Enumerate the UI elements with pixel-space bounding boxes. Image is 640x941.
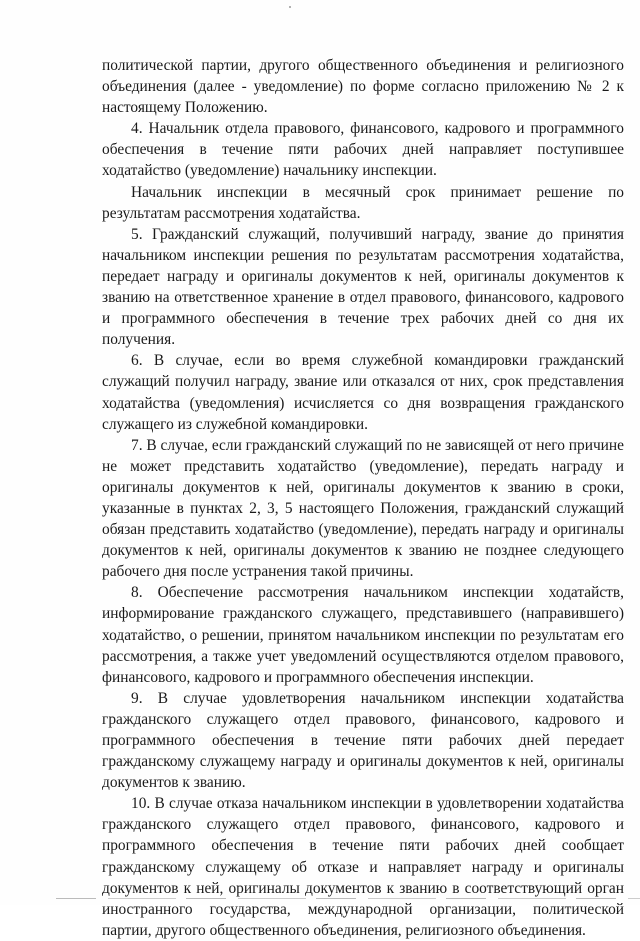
paragraph-item-4-decision: Начальник инспекции в месячный срок принимает решение по результатам рассмотрения ходатайства. — [102, 183, 624, 222]
paragraph-continuation: политической партии, другого общественного объединения и религиозного объединения (далее - уведомление) по форме согласно приложению № 2 к настоящему Положению. — [102, 57, 624, 117]
paragraph-item-6: 6. В случае, если во время служебной командировки гражданский служащий получил награду, звание или отказался от них, срок представления ходатайства (уведомления) исчисляется со дня возвращения гражданского служащего из служебной командировки. — [102, 352, 624, 433]
paragraph-item-5: 5. Гражданский служащий, получивший награду, звание до принятия начальником инспекции решения по результатам рассмотрения ходатайства, передает награду и оригиналы документов к ней, оригиналы документов к званию на ответственное хранение в отдел правового, финансового, кадрового и программного обеспечения в течение трех рабочих дней со дня их получения. — [102, 225, 624, 349]
paragraph-item-9: 9. В случае удовлетворения начальником инспекции ходатайства гражданского служащего отдел правового, финансового, кадрового и программного обеспечения в течение пяти рабочих дней передает гражданскому служащему награду и оригиналы документов к ней, оригиналы документов к званию. — [102, 689, 624, 792]
scan-speck — [289, 6, 291, 8]
scan-edge-line — [56, 898, 640, 899]
paragraph-item-7: 7. В случае, если гражданский служащий по не зависящей от него причине не может представить ходатайство (уведомление), передать награду и оригиналы документов к ней, оригиналы документов к званию в сроки, указанные в пунктах 2, 3, 5 настоящего Положения, гражданский служащий обязан представить ходатайство (уведомление), передать награду и оригиналы документов к ней, оригиналы документов к званию не позднее следующего рабочего дня после устранения такой причины. — [102, 436, 624, 581]
document-body — [102, 55, 624, 941]
paragraph-item-10: 10. В случае отказа начальником инспекции в удовлетворении ходатайства гражданского служащего отдел правового, финансового, кадрового и программного обеспечения в течение пяти рабочих дней сообщает гражданскому служащему об отказе и направляет награду и оригиналы документов к ней, оригиналы документов к званию в соответствующий орган иностранного государства, международной организации, политической партии, другого общественного объединения, религиозного объединения. — [102, 795, 624, 939]
paragraph-item-4: 4. Начальник отдела правового, финансового, кадрового и программного обеспечения в течение пяти рабочих дней направляет поступившее ходатайство (уведомление) начальнику инспекции. — [102, 120, 624, 180]
paragraph-item-8: 8. Обеспечение рассмотрения начальником инспекции ходатайств, информирование гражданского служащего, представившего (направившего) ходатайство, о решении, принятом начальником инспекции по результатам его рассмотрения, а также учет уведомлений осуществляются отделом правового, финансового, кадрового и программного обеспечения инспекции. — [102, 584, 624, 686]
